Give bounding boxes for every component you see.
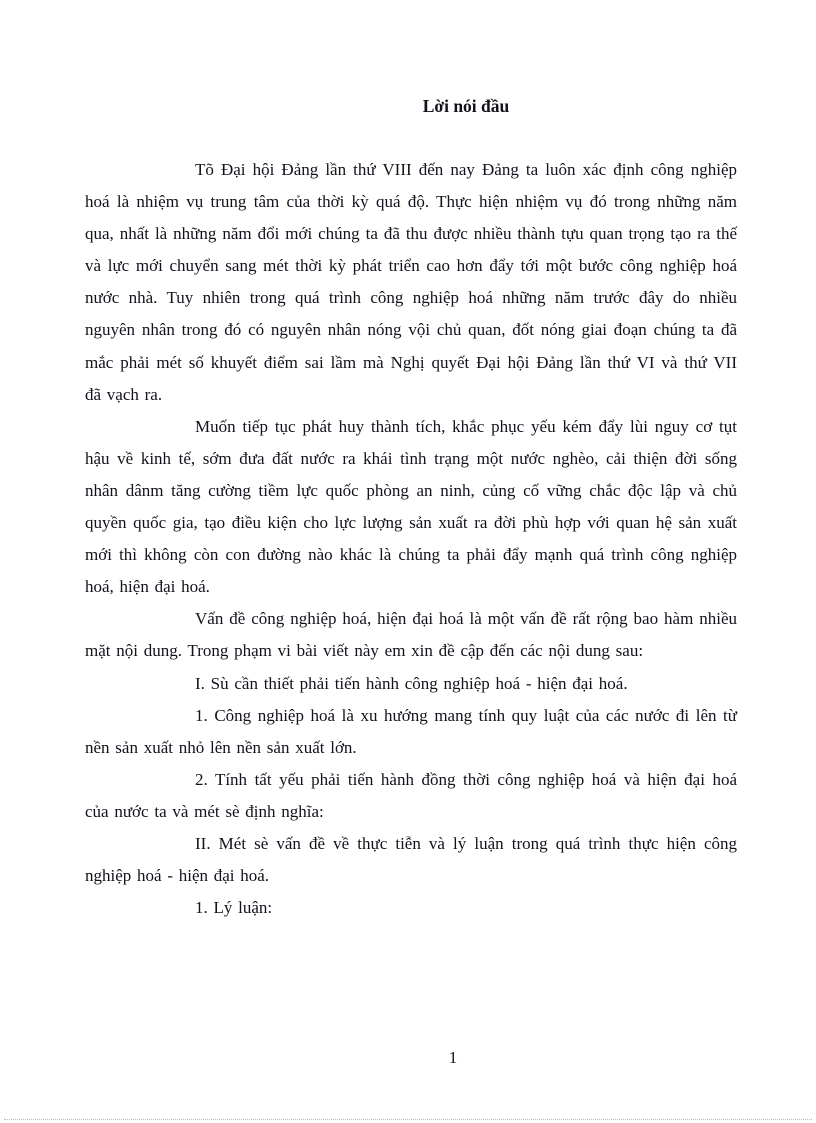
page-footer <box>0 1042 816 1074</box>
paragraph-2: Muốn tiếp tục phát huy thành tích, khắc phục yếu kém đẩy lùi nguy cơ tụt hậu về kinh tế, sớm đưa đất nước ra khái tình trạng một nước nghèo, cải thiện đời sống nhân dânm tăng cường tiềm lực quốc phòng an ninh, củng cố vững chắc độc lập và chủ quyền quốc gia, tạo điều kiện cho lực lượng sản xuất ra đời phù hợp với quan hệ sản xuất mới thì không còn con đường nào khác là chúng ta phải đẩy mạnh quá trình công nghiệp hoá, hiện đại hoá. <box>85 416 737 597</box>
outline-item-i-2: 2. Tính tất yếu phải tiến hành đồng thời công nghiệp hoá và hiện đại hoá của nước ta và mét sè định nghĩa: <box>85 769 737 821</box>
outline-item-i-1: 1. Công nghiệp hoá là xu hướng mang tính quy luật của các nước đi lên từ nền sản xuất nhỏ lên nền sản xuất lớn. <box>85 705 737 757</box>
outline-item-ii: II. Mét sè vấn đề về thực tiễn và lý luận trong quá trình thực hiện công nghiệp hoá - hiện đại hoá. <box>85 833 737 886</box>
document-title: Lời nói đầu <box>422 96 510 116</box>
page-number: 1 <box>448 1048 458 1067</box>
outline-item-ii-1: 1. Lý luận: <box>195 898 273 918</box>
paragraph-1: Tõ Đại hội Đảng lần thứ VIII đến nay Đảng ta luôn xác định công nghiệp hoá là nhiệm vụ trung tâm của thời kỳ quá độ. Thực hiện nhiệm vụ đó trong những năm qua, nhất là những năm đổi mới chúng ta đã thu được nhiều thành tựu quan trọng tạo ra thế và lực mới chuyển sang mét thời kỳ phát triển cao hơn đẩy tới một bước công nghiệp hoá nước nhà. Tuy nhiên trong quá trình công nghiệp hoá những năm trước đây do nhiều nguyên nhân trong đó có nguyên nhân nóng vội chủ quan, đốt nóng giai đoạn chúng ta đã mắc phải mét số khuyết điểm sai lầm mà Nghị quyết Đại hội Đảng lần thứ VI và thứ VII đã vạch ra. <box>85 160 737 404</box>
page-boundary-line <box>4 1119 812 1120</box>
outline-item-i: I. Sù cần thiết phải tiến hành công nghiệp hoá - hiện đại hoá. <box>195 673 628 693</box>
paragraph-3: Vấn đề công nghiệp hoá, hiện đại hoá là một vấn đề rất rộng bao hàm nhiều mặt nội dung. Trong phạm vi bài viết này em xin đề cập đến các nội dung sau: <box>85 609 737 661</box>
